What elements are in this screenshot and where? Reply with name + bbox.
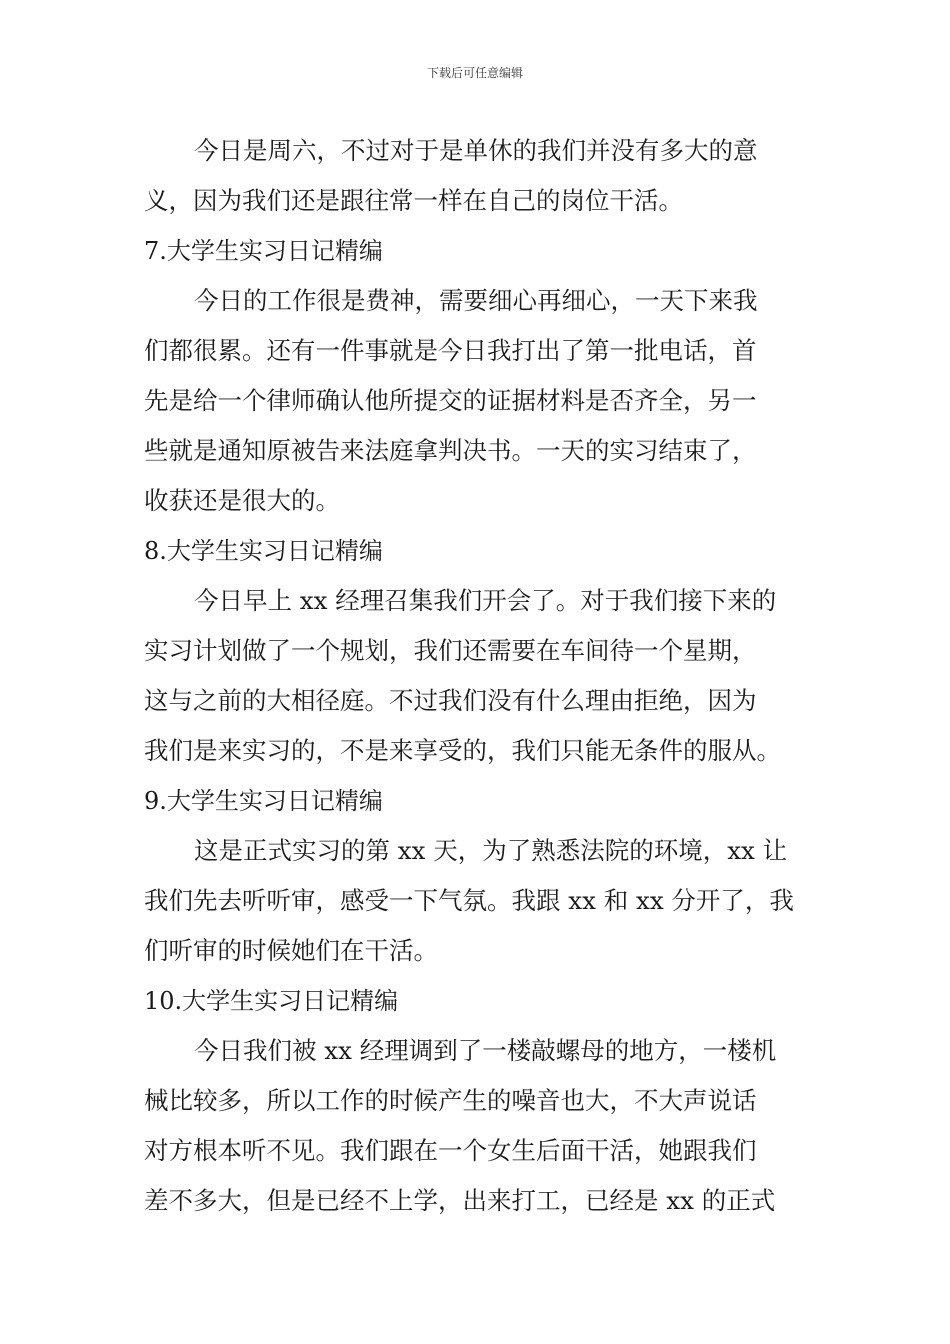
section-heading: 9.大学生实习日记精编 — [144, 787, 383, 815]
section-heading: 10.大学生实习日记精编 — [144, 987, 399, 1015]
section-heading: 7.大学生实习日记精编 — [144, 237, 383, 265]
body-line: 我们是来实习的，不是来享受的，我们只能无条件的服从。 — [144, 736, 781, 765]
body-line: 今日的工作很是费神，需要细心再细心，一天下来我 — [194, 286, 758, 315]
body-line: 些就是通知原被告来法庭拿判决书。一天的实习结束了， — [144, 436, 757, 465]
body-line: 今日早上 xx 经理召集我们开会了。对于我们接下来的 — [194, 586, 777, 615]
section-heading: 8.大学生实习日记精编 — [144, 537, 383, 565]
body-line: 这与之前的大相径庭。不过我们没有什么理由拒绝，因为 — [144, 686, 757, 715]
body-line: 今日是周六，不过对于是单休的我们并没有多大的意 — [194, 136, 758, 165]
body-line: 先是给一个律师确认他所提交的证据材料是否齐全，另一 — [144, 386, 757, 415]
body-line: 我们先去听听审，感受一下气氛。我跟 xx 和 xx 分开了，我 — [144, 886, 794, 915]
body-line: 实习计划做了一个规划，我们还需要在车间待一个星期， — [144, 636, 757, 665]
document-body — [144, 126, 808, 1226]
body-line: 收获还是很大的。 — [144, 486, 340, 515]
body-line: 这是正式实习的第 xx 天，为了熟悉法院的环境，xx 让 — [194, 836, 788, 865]
body-line: 差不多大，但是已经不上学，出来打工，已经是 xx 的正式 — [144, 1186, 776, 1215]
body-line: 们都很累。还有一件事就是今日我打出了第一批电话，首 — [144, 336, 757, 365]
page-header: 下载后可任意编辑 — [426, 66, 523, 80]
body-line: 对方根本听不见。我们跟在一个女生后面干活，她跟我们 — [144, 1136, 757, 1165]
body-line: 今日我们被 xx 经理调到了一楼敲螺母的地方，一楼机 — [194, 1036, 777, 1065]
body-line: 械比较多，所以工作的时候产生的噪音也大，不大声说话 — [144, 1086, 757, 1115]
body-line: 义，因为我们还是跟往常一样在自己的岗位干活。 — [144, 186, 683, 215]
body-line: 们听审的时候她们在干活。 — [144, 936, 438, 965]
